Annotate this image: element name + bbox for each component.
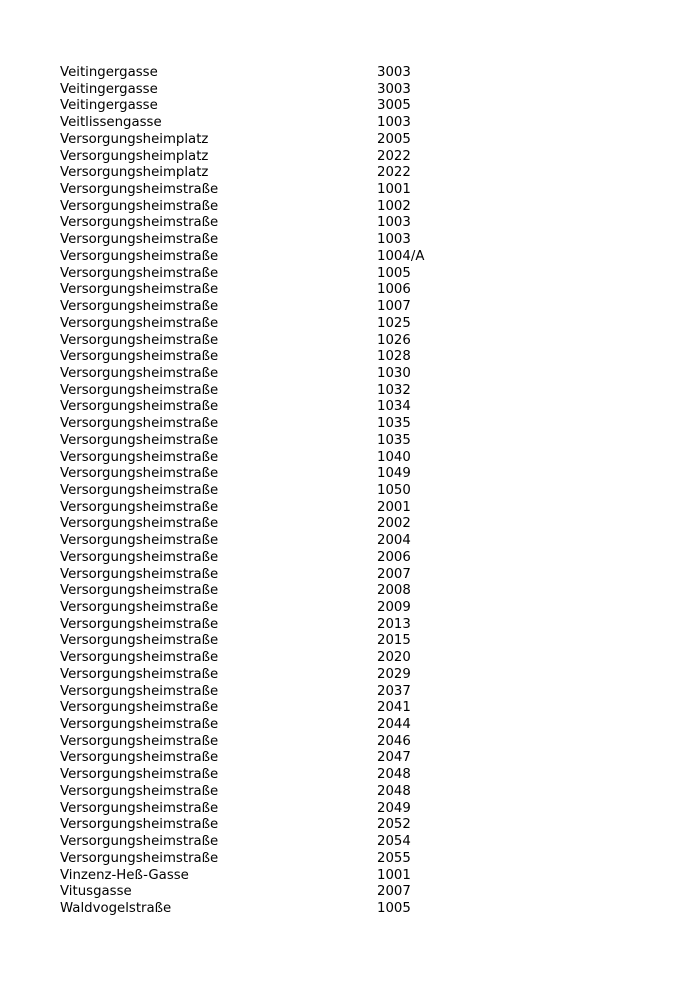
street-name-cell: Versorgungsheimstraße [60, 533, 219, 549]
table-row [60, 383, 480, 400]
street-name-cell: Veitingergasse [60, 81, 158, 97]
street-name-cell: Versorgungsheimstraße [60, 482, 219, 498]
house-number-cell: 1032 [377, 382, 411, 398]
table-row [60, 500, 480, 517]
street-name-cell: Versorgungsheimstraße [60, 282, 219, 298]
address-table [60, 65, 480, 918]
house-number-cell: 2004 [377, 533, 411, 549]
table-row [60, 232, 480, 249]
street-name-cell: Versorgungsheimstraße [60, 349, 219, 365]
house-number-cell: 3003 [377, 65, 411, 80]
house-number-cell: 1040 [377, 449, 411, 465]
table-row [60, 583, 480, 600]
table-row [60, 650, 480, 667]
street-name-cell: Versorgungsheimstraße [60, 616, 219, 632]
house-number-cell: 2052 [377, 817, 411, 833]
street-name-cell: Veitingergasse [60, 98, 158, 114]
street-name-cell: Versorgungsheimstraße [60, 332, 219, 348]
table-row [60, 901, 480, 918]
table-row [60, 767, 480, 784]
table-row [60, 567, 480, 584]
street-name-cell: Versorgungsheimstraße [60, 600, 219, 615]
house-number-cell: 2037 [377, 683, 411, 699]
table-row [60, 684, 480, 701]
house-number-cell: 2015 [377, 633, 411, 649]
street-name-cell: Versorgungsheimstraße [60, 466, 219, 482]
table-row [60, 834, 480, 851]
street-name-cell: Versorgungsheimstraße [60, 299, 219, 315]
table-row [60, 784, 480, 801]
table-row [60, 299, 480, 316]
table-row [60, 734, 480, 751]
table-row [60, 215, 480, 232]
table-row [60, 817, 480, 834]
table-row [60, 149, 480, 166]
house-number-cell: 2006 [377, 549, 411, 565]
house-number-cell: 1025 [377, 315, 411, 331]
table-row [60, 851, 480, 868]
table-row [60, 801, 480, 818]
house-number-cell: 1035 [377, 432, 411, 448]
house-number-cell: 1007 [377, 299, 411, 315]
table-row [60, 266, 480, 283]
table-row [60, 132, 480, 149]
street-name-cell: Versorgungsheimstraße [60, 248, 219, 264]
house-number-cell: 2047 [377, 750, 411, 766]
house-number-cell: 1005 [377, 900, 411, 916]
table-row [60, 416, 480, 433]
table-row [60, 533, 480, 550]
house-number-cell: 2022 [377, 165, 411, 181]
house-number-cell: 3003 [377, 81, 411, 97]
house-number-cell: 1001 [377, 182, 411, 198]
table-row [60, 868, 480, 885]
table-row [60, 633, 480, 650]
house-number-cell: 1006 [377, 282, 411, 298]
house-number-cell: 1003 [377, 232, 411, 248]
house-number-cell: 2055 [377, 850, 411, 866]
house-number-cell: 1030 [377, 365, 411, 381]
house-number-cell: 2020 [377, 650, 411, 666]
table-row [60, 433, 480, 450]
table-row [60, 550, 480, 567]
table-row [60, 115, 480, 132]
street-name-cell: Versorgungsheimstraße [60, 265, 219, 281]
table-row [60, 249, 480, 266]
street-name-cell: Versorgungsheimstraße [60, 215, 219, 231]
table-row [60, 466, 480, 483]
street-name-cell: Versorgungsheimplatz [60, 131, 209, 147]
street-name-cell: Versorgungsheimstraße [60, 416, 219, 432]
street-name-cell: Versorgungsheimstraße [60, 850, 219, 866]
street-name-cell: Versorgungsheimstraße [60, 499, 219, 515]
street-name-cell: Veitingergasse [60, 65, 158, 80]
house-number-cell: 2054 [377, 834, 411, 850]
house-number-cell: 1004/A [377, 248, 425, 264]
table-row [60, 750, 480, 767]
house-number-cell: 1034 [377, 399, 411, 415]
street-name-cell: Versorgungsheimstraße [60, 767, 219, 783]
house-number-cell: 3005 [377, 98, 411, 114]
house-number-cell: 1003 [377, 115, 411, 131]
table-row [60, 450, 480, 467]
table-row [60, 282, 480, 299]
table-row [60, 717, 480, 734]
house-number-cell: 2049 [377, 800, 411, 816]
table-row [60, 199, 480, 216]
house-number-cell: 2001 [377, 499, 411, 515]
street-name-cell: Versorgungsheimstraße [60, 683, 219, 699]
house-number-cell: 1050 [377, 482, 411, 498]
house-number-cell: 2044 [377, 717, 411, 733]
street-name-cell: Versorgungsheimstraße [60, 783, 219, 799]
house-number-cell: 2007 [377, 884, 411, 900]
house-number-cell: 1028 [377, 349, 411, 365]
street-name-cell: Versorgungsheimstraße [60, 717, 219, 733]
house-number-cell: 2048 [377, 767, 411, 783]
street-name-cell: Versorgungsheimstraße [60, 399, 219, 415]
house-number-cell: 1005 [377, 265, 411, 281]
street-name-cell: Vitusgasse [60, 884, 132, 900]
street-name-cell: Versorgungsheimstraße [60, 834, 219, 850]
house-number-cell: 1026 [377, 332, 411, 348]
table-row [60, 316, 480, 333]
street-name-cell: Versorgungsheimstraße [60, 232, 219, 248]
house-number-cell: 2041 [377, 700, 411, 716]
table-row [60, 700, 480, 717]
house-number-cell: 1049 [377, 466, 411, 482]
street-name-cell: Versorgungsheimstraße [60, 449, 219, 465]
house-number-cell: 1003 [377, 215, 411, 231]
street-name-cell: Versorgungsheimplatz [60, 148, 209, 164]
street-name-cell: Versorgungsheimstraße [60, 382, 219, 398]
table-row [60, 349, 480, 366]
house-number-cell: 2009 [377, 600, 411, 615]
house-number-cell: 1035 [377, 416, 411, 432]
table-row [60, 82, 480, 99]
house-number-cell: 2029 [377, 666, 411, 682]
table-row [60, 98, 480, 115]
street-name-cell: Versorgungsheimstraße [60, 432, 219, 448]
table-row [60, 65, 480, 82]
table-row [60, 600, 480, 617]
table-row [60, 182, 480, 199]
table-row [60, 884, 480, 901]
street-name-cell: Versorgungsheimstraße [60, 566, 219, 582]
street-name-cell: Versorgungsheimstraße [60, 800, 219, 816]
street-name-cell: Versorgungsheimstraße [60, 198, 219, 214]
street-name-cell: Versorgungsheimstraße [60, 700, 219, 716]
table-row [60, 333, 480, 350]
house-number-cell: 2046 [377, 733, 411, 749]
street-name-cell: Versorgungsheimstraße [60, 583, 219, 599]
table-row [60, 165, 480, 182]
street-name-cell: Versorgungsheimstraße [60, 733, 219, 749]
street-name-cell: Vinzenz-Heß-Gasse [60, 867, 189, 883]
street-name-cell: Versorgungsheimstraße [60, 817, 219, 833]
street-name-cell: Versorgungsheimstraße [60, 516, 219, 532]
street-name-cell: Veitlissengasse [60, 115, 162, 131]
street-name-cell: Waldvogelstraße [60, 900, 172, 916]
street-name-cell: Versorgungsheimstraße [60, 633, 219, 649]
house-number-cell: 2008 [377, 583, 411, 599]
street-name-cell: Versorgungsheimstraße [60, 549, 219, 565]
street-name-cell: Versorgungsheimstraße [60, 666, 219, 682]
table-row [60, 516, 480, 533]
house-number-cell: 1001 [377, 867, 411, 883]
street-name-cell: Versorgungsheimstraße [60, 315, 219, 331]
house-number-cell: 2013 [377, 616, 411, 632]
table-row [60, 399, 480, 416]
house-number-cell: 2022 [377, 148, 411, 164]
house-number-cell: 2005 [377, 131, 411, 147]
street-name-cell: Versorgungsheimstraße [60, 365, 219, 381]
street-name-cell: Versorgungsheimplatz [60, 165, 209, 181]
street-name-cell: Versorgungsheimstraße [60, 182, 219, 198]
house-number-cell: 2048 [377, 783, 411, 799]
table-row [60, 617, 480, 634]
table-row [60, 366, 480, 383]
house-number-cell: 2007 [377, 566, 411, 582]
house-number-cell: 1002 [377, 198, 411, 214]
table-row [60, 667, 480, 684]
table-row [60, 483, 480, 500]
street-name-cell: Versorgungsheimstraße [60, 750, 219, 766]
street-name-cell: Versorgungsheimstraße [60, 650, 219, 666]
house-number-cell: 2002 [377, 516, 411, 532]
